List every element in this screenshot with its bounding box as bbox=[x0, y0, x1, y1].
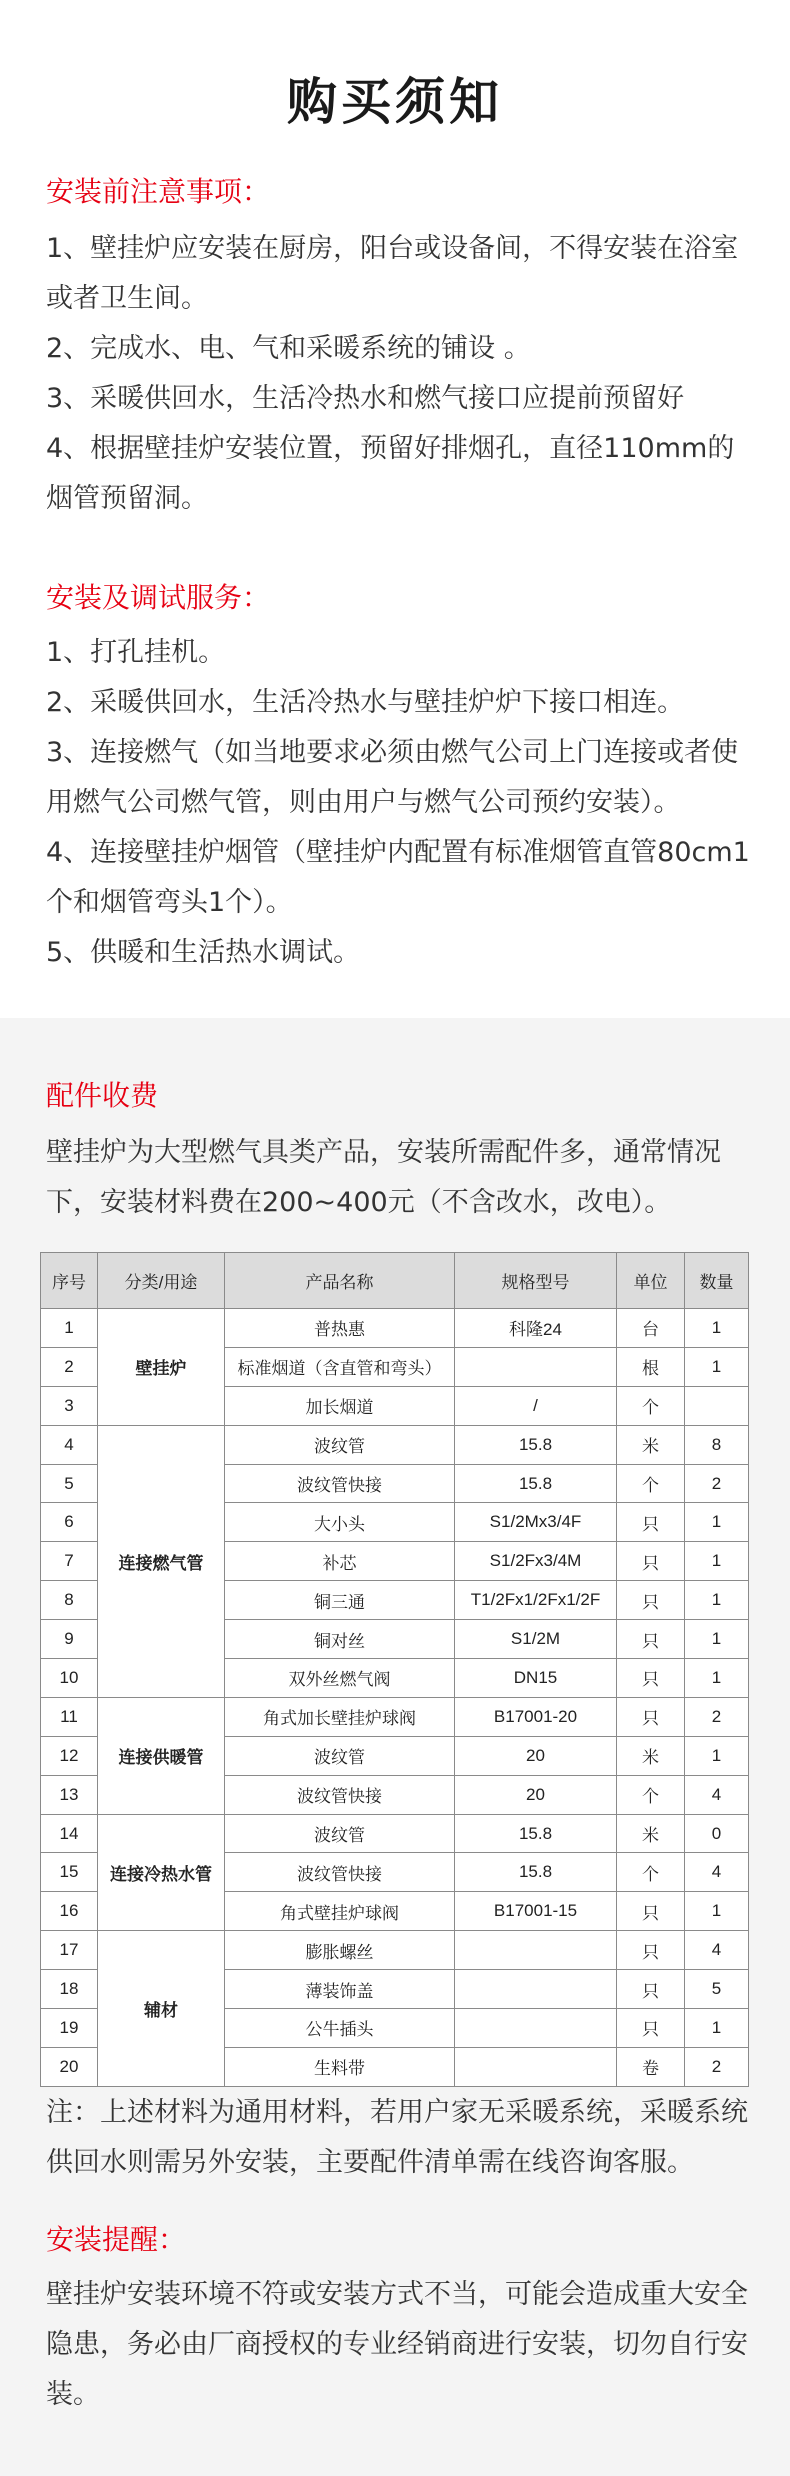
cell-name: 普热惠 bbox=[225, 1309, 455, 1348]
cell-name: 铜对丝 bbox=[225, 1620, 455, 1659]
category-cell: 辅材 bbox=[98, 1931, 225, 2087]
cell-unit: 只 bbox=[617, 2009, 685, 2048]
cell-no: 19 bbox=[41, 2009, 98, 2048]
cell-name: 公牛插头 bbox=[225, 2009, 455, 2048]
cell-qty: 2 bbox=[685, 2047, 749, 2086]
cell-qty: 1 bbox=[685, 1736, 749, 1775]
reminder-text: 壁挂炉安装环境不符或安装方式不当，可能会造成重大安全隐患，务必由厂商授权的专业经销商进行安装，切勿自行安装。 bbox=[46, 2279, 748, 2410]
install-note-item: 3、采暖供回水，生活冷热水和燃气接口应提前预留好 bbox=[46, 383, 685, 414]
cell-name: 大小头 bbox=[225, 1503, 455, 1542]
header-cell-name: 产品名称 bbox=[225, 1253, 455, 1309]
cell-qty: 4 bbox=[685, 1853, 749, 1892]
install-service-item: 5、供暖和生活热水调试。 bbox=[46, 937, 361, 968]
cell-spec: / bbox=[455, 1386, 617, 1425]
install-service-item: 3、连接燃气（如当地要求必须由燃气公司上门连接或者使用燃气公司燃气管，则由用户与燃气公司预约安装）。 bbox=[46, 737, 739, 818]
install-note-item: 4、根据壁挂炉安装位置，预留好排烟孔，直径110mm的烟管预留洞。 bbox=[46, 433, 735, 514]
notice-top-section bbox=[0, 0, 790, 1018]
cell-no: 3 bbox=[41, 1386, 98, 1425]
cell-spec: DN15 bbox=[455, 1659, 617, 1698]
category-cell: 连接燃气管 bbox=[98, 1425, 225, 1697]
table-row bbox=[41, 1425, 749, 1464]
cell-no: 8 bbox=[41, 1581, 98, 1620]
cell-no: 1 bbox=[41, 1309, 98, 1348]
cell-qty: 4 bbox=[685, 1775, 749, 1814]
cell-unit: 米 bbox=[617, 1425, 685, 1464]
cell-unit: 根 bbox=[617, 1347, 685, 1386]
header-cell-unit: 单位 bbox=[617, 1253, 685, 1309]
cell-spec: 15.8 bbox=[455, 1814, 617, 1853]
cell-name: 波纹管 bbox=[225, 1814, 455, 1853]
cell-spec: 科隆24 bbox=[455, 1309, 617, 1348]
cell-no: 12 bbox=[41, 1736, 98, 1775]
cell-qty: 1 bbox=[685, 1892, 749, 1931]
cell-unit: 只 bbox=[617, 1542, 685, 1581]
cell-name: 波纹管 bbox=[225, 1736, 455, 1775]
cell-spec: S1/2Fx3/4M bbox=[455, 1542, 617, 1581]
cell-name: 波纹管 bbox=[225, 1425, 455, 1464]
cell-name: 膨胀螺丝 bbox=[225, 1931, 455, 1970]
accessories-note bbox=[46, 2088, 751, 2188]
install-service-list bbox=[46, 628, 751, 978]
cell-unit: 只 bbox=[617, 1970, 685, 2009]
cell-unit: 个 bbox=[617, 1853, 685, 1892]
cell-spec: 15.8 bbox=[455, 1464, 617, 1503]
cell-spec bbox=[455, 1347, 617, 1386]
cell-unit: 只 bbox=[617, 1503, 685, 1542]
cell-name: 薄装饰盖 bbox=[225, 1970, 455, 2009]
cell-unit: 个 bbox=[617, 1464, 685, 1503]
cell-qty: 4 bbox=[685, 1931, 749, 1970]
accessories-table-wrap bbox=[40, 1252, 748, 2087]
cell-unit: 米 bbox=[617, 1814, 685, 1853]
cell-spec: 20 bbox=[455, 1775, 617, 1814]
cell-spec: S1/2M bbox=[455, 1620, 617, 1659]
cell-qty: 2 bbox=[685, 1697, 749, 1736]
accessories-note-text: 注：上述材料为通用材料，若用户家无采暖系统，采暖系统供回水则需另外安装，主要配件清单需在线咨询客服。 bbox=[46, 2097, 748, 2178]
cell-name: 加长烟道 bbox=[225, 1386, 455, 1425]
cell-unit: 台 bbox=[617, 1309, 685, 1348]
cell-qty: 1 bbox=[685, 1347, 749, 1386]
install-note-item: 2、完成水、电、气和采暖系统的铺设 。 bbox=[46, 333, 531, 364]
cell-spec: 15.8 bbox=[455, 1425, 617, 1464]
cell-qty: 2 bbox=[685, 1464, 749, 1503]
cell-name: 波纹管快接 bbox=[225, 1775, 455, 1814]
install-service-heading: 安装及调试服务： bbox=[46, 581, 271, 614]
cell-unit: 只 bbox=[617, 1892, 685, 1931]
accessories-heading: 配件收费 bbox=[46, 1079, 159, 1112]
cell-unit: 只 bbox=[617, 1697, 685, 1736]
table-header-row bbox=[41, 1253, 749, 1309]
cell-name: 标准烟道（含直管和弯头） bbox=[225, 1347, 455, 1386]
cell-qty: 0 bbox=[685, 1814, 749, 1853]
category-cell: 壁挂炉 bbox=[98, 1309, 225, 1426]
cell-name: 波纹管快接 bbox=[225, 1853, 455, 1892]
cell-spec bbox=[455, 2009, 617, 2048]
cell-no: 11 bbox=[41, 1697, 98, 1736]
accessories-intro bbox=[46, 1128, 751, 1228]
cell-qty: 1 bbox=[685, 1620, 749, 1659]
cell-spec bbox=[455, 1931, 617, 1970]
cell-no: 5 bbox=[41, 1464, 98, 1503]
cell-name: 生料带 bbox=[225, 2047, 455, 2086]
category-cell: 连接冷热水管 bbox=[98, 1814, 225, 1931]
cell-spec: T1/2Fx1/2Fx1/2F bbox=[455, 1581, 617, 1620]
table-row bbox=[41, 1697, 749, 1736]
cell-spec: 20 bbox=[455, 1736, 617, 1775]
cell-qty: 1 bbox=[685, 2009, 749, 2048]
cell-qty: 1 bbox=[685, 1542, 749, 1581]
cell-no: 4 bbox=[41, 1425, 98, 1464]
cell-name: 双外丝燃气阀 bbox=[225, 1659, 455, 1698]
cell-unit: 只 bbox=[617, 1620, 685, 1659]
notice-bottom-section bbox=[0, 1018, 790, 2476]
cell-unit: 个 bbox=[617, 1775, 685, 1814]
install-notes-heading: 安装前注意事项： bbox=[46, 175, 271, 208]
cell-qty: 1 bbox=[685, 1309, 749, 1348]
accessories-table bbox=[40, 1252, 749, 2087]
cell-unit: 只 bbox=[617, 1581, 685, 1620]
cell-no: 18 bbox=[41, 1970, 98, 2009]
cell-no: 9 bbox=[41, 1620, 98, 1659]
cell-qty: 5 bbox=[685, 1970, 749, 2009]
header-cell-category: 分类/用途 bbox=[98, 1253, 225, 1309]
cell-spec bbox=[455, 1970, 617, 2009]
header-cell-spec: 规格型号 bbox=[455, 1253, 617, 1309]
install-service-item: 4、连接壁挂炉烟管（壁挂炉内配置有标准烟管直管80cm1个和烟管弯头1个）。 bbox=[46, 837, 750, 918]
page-title: 购买须知 bbox=[287, 73, 503, 131]
reminder-heading: 安装提醒： bbox=[46, 2223, 187, 2256]
cell-spec: 15.8 bbox=[455, 1853, 617, 1892]
cell-no: 2 bbox=[41, 1347, 98, 1386]
cell-no: 13 bbox=[41, 1775, 98, 1814]
cell-qty: 8 bbox=[685, 1425, 749, 1464]
install-notes-list bbox=[46, 224, 751, 524]
cell-name: 波纹管快接 bbox=[225, 1464, 455, 1503]
cell-unit: 个 bbox=[617, 1386, 685, 1425]
cell-no: 17 bbox=[41, 1931, 98, 1970]
cell-spec: B17001-15 bbox=[455, 1892, 617, 1931]
cell-no: 15 bbox=[41, 1853, 98, 1892]
cell-name: 角式加长壁挂炉球阀 bbox=[225, 1697, 455, 1736]
cell-spec: B17001-20 bbox=[455, 1697, 617, 1736]
cell-qty: 1 bbox=[685, 1659, 749, 1698]
cell-no: 16 bbox=[41, 1892, 98, 1931]
cell-unit: 米 bbox=[617, 1736, 685, 1775]
cell-no: 20 bbox=[41, 2047, 98, 2086]
cell-unit: 卷 bbox=[617, 2047, 685, 2086]
reminder-block bbox=[46, 2270, 751, 2420]
cell-spec bbox=[455, 2047, 617, 2086]
cell-qty bbox=[685, 1386, 749, 1425]
table-row bbox=[41, 1814, 749, 1853]
table-row bbox=[41, 1931, 749, 1970]
header-cell-qty: 数量 bbox=[685, 1253, 749, 1309]
install-note-item: 1、壁挂炉应安装在厨房，阳台或设备间，不得安装在浴室或者卫生间。 bbox=[46, 233, 739, 314]
cell-qty: 1 bbox=[685, 1503, 749, 1542]
cell-unit: 只 bbox=[617, 1659, 685, 1698]
cell-no: 10 bbox=[41, 1659, 98, 1698]
cell-name: 补芯 bbox=[225, 1542, 455, 1581]
cell-name: 铜三通 bbox=[225, 1581, 455, 1620]
cell-spec: S1/2Mx3/4F bbox=[455, 1503, 617, 1542]
category-cell: 连接供暖管 bbox=[98, 1697, 225, 1814]
accessories-intro-text: 壁挂炉为大型燃气具类产品，安装所需配件多，通常情况下，安装材料费在200~400元（不含改水，改电）。 bbox=[46, 1137, 721, 1218]
cell-no: 14 bbox=[41, 1814, 98, 1853]
table-row bbox=[41, 1309, 749, 1348]
cell-no: 6 bbox=[41, 1503, 98, 1542]
cell-qty: 1 bbox=[685, 1581, 749, 1620]
cell-name: 角式壁挂炉球阀 bbox=[225, 1892, 455, 1931]
cell-no: 7 bbox=[41, 1542, 98, 1581]
header-cell-no: 序号 bbox=[41, 1253, 98, 1309]
install-service-item: 2、采暖供回水，生活冷热水与壁挂炉炉下接口相连。 bbox=[46, 687, 685, 718]
install-service-item: 1、打孔挂机。 bbox=[46, 637, 226, 668]
cell-unit: 只 bbox=[617, 1931, 685, 1970]
